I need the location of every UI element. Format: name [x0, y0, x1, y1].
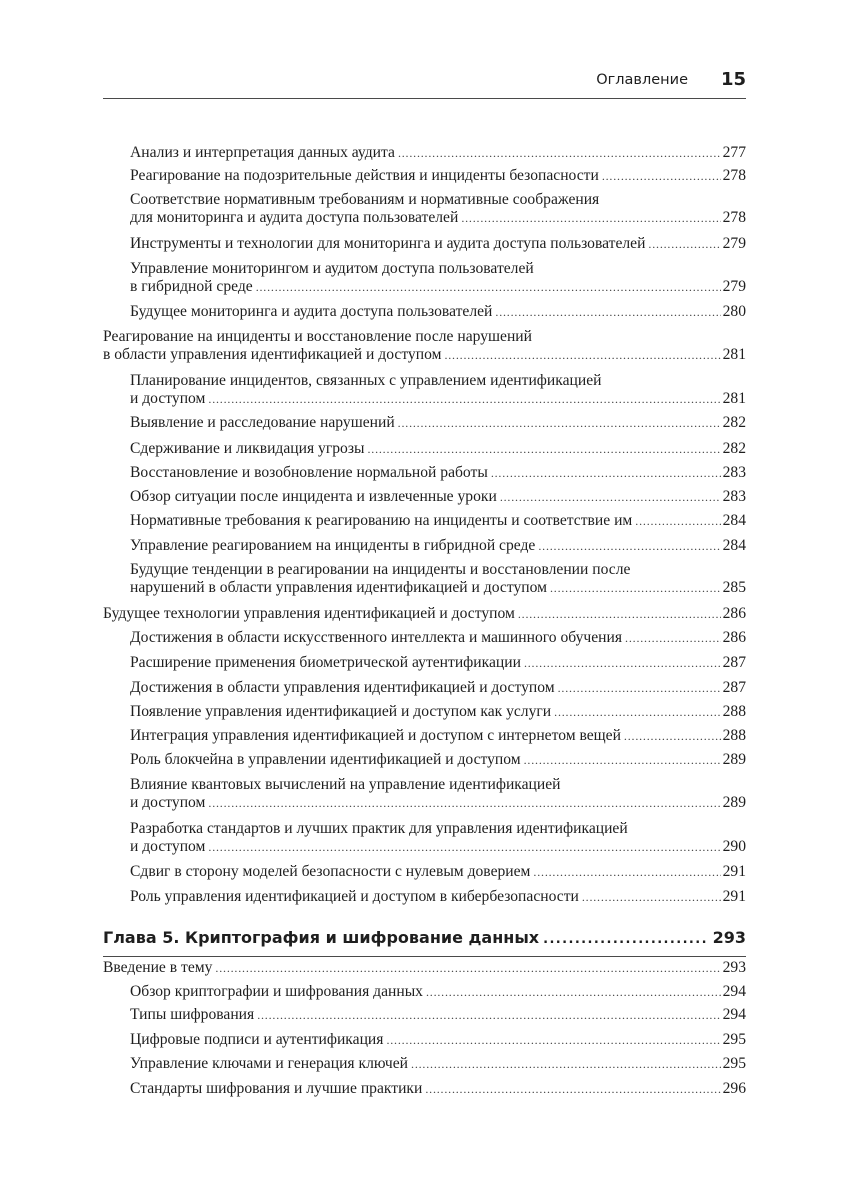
toc-entry-page: 295	[722, 1055, 746, 1072]
toc-entry[interactable]	[130, 561, 746, 597]
toc-entry-page: 291	[722, 863, 746, 880]
toc-leader	[215, 959, 720, 977]
toc-leader	[256, 278, 721, 296]
toc-entry-page: 283	[722, 464, 746, 481]
toc-entry[interactable]	[130, 1055, 746, 1073]
chapter-page: 293	[712, 928, 746, 947]
toc-entry-page: 282	[722, 440, 746, 457]
toc-entry-page: 286	[722, 605, 746, 622]
header-page-number: 15	[720, 69, 746, 90]
toc-entry-title: Управление ключами и генерация ключей	[130, 1055, 409, 1072]
toc-entry[interactable]	[103, 328, 746, 364]
toc-leader	[257, 1006, 720, 1024]
toc-entry-page: 283	[722, 488, 746, 505]
toc-entry-page: 290	[722, 838, 746, 855]
toc-entry[interactable]	[130, 167, 746, 185]
toc-entry-title: Расширение применения биометрической аутентификации	[130, 654, 521, 671]
toc-entry-title: в гибридной среде	[130, 278, 253, 295]
toc-entry-title: Типы шифрования	[130, 1006, 255, 1023]
toc-entry[interactable]	[130, 191, 746, 227]
toc-entry[interactable]	[130, 488, 746, 506]
toc-entry[interactable]	[130, 1080, 746, 1098]
header-section-title: Оглавление	[596, 72, 688, 88]
toc-entry[interactable]	[130, 1031, 746, 1049]
toc-entry-page: 291	[722, 888, 746, 905]
toc-entry-page: 280	[722, 303, 746, 320]
toc-entry-title: Цифровые подписи и аутентификация	[130, 1031, 384, 1048]
toc-entry-page: 277	[722, 144, 746, 161]
toc-entry-title-line: Управление мониторингом и аудитом доступа пользователей	[130, 260, 534, 277]
chapter-divider	[103, 956, 746, 957]
toc-entry-title: Достижения в области управления идентификацией и доступом	[130, 679, 555, 696]
toc-leader	[208, 794, 720, 812]
toc-leader	[208, 838, 720, 856]
toc-entry-page: 278	[722, 209, 746, 226]
toc-entry-page: 294	[722, 983, 746, 1000]
toc-leader	[444, 346, 720, 364]
toc-entry-title: Роль блокчейна в управлении идентификацией и доступом	[130, 751, 521, 768]
toc-entry[interactable]	[130, 260, 746, 296]
toc-leader	[518, 605, 721, 623]
toc-entry-page: 288	[722, 727, 746, 744]
toc-entry-page: 289	[722, 794, 746, 811]
toc-leader	[398, 414, 721, 432]
toc-entry-title: нарушений в области управления идентификацией и доступом	[130, 579, 547, 596]
toc-entry-page: 279	[722, 278, 746, 295]
toc-leader	[367, 440, 720, 458]
toc-entry-title: Появление управления идентификацией и доступом как услуги	[130, 703, 552, 720]
toc-leader	[533, 863, 720, 881]
toc-entry-page: 278	[722, 167, 746, 184]
toc-entry[interactable]	[130, 654, 746, 672]
toc-leader	[208, 390, 720, 408]
toc-entry[interactable]	[130, 751, 746, 769]
toc-entry[interactable]	[130, 303, 746, 321]
toc-entry-page: 296	[722, 1080, 746, 1097]
toc-leader	[500, 488, 721, 506]
toc-entry[interactable]	[130, 1006, 746, 1024]
toc-leader	[550, 579, 721, 597]
toc-entry-page: 287	[722, 654, 746, 671]
toc-leader	[411, 1055, 721, 1073]
toc-leader	[491, 464, 721, 482]
running-header	[103, 68, 746, 99]
toc-entry-page: 285	[722, 579, 746, 596]
toc-leader	[386, 1031, 720, 1049]
toc-leader	[554, 703, 720, 721]
toc-entry-title: и доступом	[130, 390, 206, 407]
toc-entry[interactable]	[130, 372, 746, 408]
toc-leader	[625, 629, 721, 647]
toc-entry[interactable]	[130, 512, 746, 530]
toc-entry[interactable]	[103, 959, 746, 977]
toc-entry-title: Инструменты и технологии для мониторинга и аудита доступа пользователей	[130, 235, 646, 252]
toc-entry-title: Интеграция управления идентификацией и доступом с интернетом вещей	[130, 727, 621, 744]
toc-entry-page: 289	[722, 751, 746, 768]
toc-entry-title: Сдерживание и ликвидация угрозы	[130, 440, 365, 457]
toc-entry-title-line: Разработка стандартов и лучших практик для управления идентификацией	[130, 820, 628, 837]
toc-entry-page: 286	[722, 629, 746, 646]
toc-entry-title: Введение в тему	[103, 959, 213, 976]
toc-entry-title: Будущее технологии управления идентификацией и доступом	[103, 605, 515, 622]
toc-entry-title: Роль управления идентификацией и доступом в кибербезопасности	[130, 888, 579, 905]
toc-entry-title-line: Планирование инцидентов, связанных с управлением идентификацией	[130, 372, 602, 389]
toc-entry[interactable]	[130, 983, 746, 1001]
toc-entry[interactable]	[103, 605, 746, 623]
toc-leader	[524, 751, 721, 769]
toc-entry[interactable]	[130, 727, 746, 745]
toc-entry-page: 281	[722, 390, 746, 407]
toc-entry-title: Обзор ситуации после инцидента и извлеченные уроки	[130, 488, 497, 505]
toc-entry-title: для мониторинга и аудита доступа пользователей	[130, 209, 459, 226]
toc-entry[interactable]	[130, 888, 746, 906]
toc-entry[interactable]	[130, 235, 746, 253]
toc-entry-title-line: Влияние квантовых вычислений на управление идентификацией	[130, 776, 561, 793]
toc-entry-page: 295	[722, 1031, 746, 1048]
toc-entry[interactable]	[130, 414, 746, 432]
toc-entry-page: 293	[722, 959, 746, 976]
toc-entry-title: и доступом	[130, 794, 206, 811]
toc-entry-page: 281	[722, 346, 746, 363]
toc-entry-title: Управление реагированием на инциденты в гибридной среде	[130, 537, 536, 554]
toc-leader	[426, 983, 721, 1001]
toc-entry-title: Нормативные требования к реагированию на инциденты и соответствие им	[130, 512, 633, 529]
toc-entry[interactable]	[130, 703, 746, 721]
toc-entry[interactable]	[130, 820, 746, 856]
toc-leader	[602, 167, 721, 185]
toc-entry-title: Анализ и интерпретация данных аудита	[130, 144, 395, 161]
toc-leader	[648, 235, 720, 253]
toc-leader	[524, 654, 721, 672]
toc-entry[interactable]	[130, 679, 746, 697]
toc-entry-page: 279	[722, 235, 746, 252]
toc-entry-title: Будущее мониторинга и аудита доступа пользователей	[130, 303, 493, 320]
toc-entry[interactable]	[130, 537, 746, 555]
toc-entry-title: Реагирование на подозрительные действия и инциденты безопасности	[130, 167, 599, 184]
toc-entry-title: Восстановление и возобновление нормальной работы	[130, 464, 488, 481]
toc-entry[interactable]	[130, 776, 746, 812]
toc-leader	[635, 512, 720, 530]
toc-entry-title-line: Будущие тенденции в реагировании на инциденты и восстановлении после	[130, 561, 631, 578]
toc-leader	[461, 209, 720, 227]
toc-entry[interactable]	[130, 629, 746, 647]
toc-entry-title: и доступом	[130, 838, 206, 855]
toc-entry-title: Сдвиг в сторону моделей безопасности с нулевым доверием	[130, 863, 531, 880]
toc-entry-title-line: Соответствие нормативным требованиям и нормативные соображения	[130, 191, 600, 208]
toc-leader	[624, 727, 721, 745]
toc-entry-title: Достижения в области искусственного интеллекта и машинного обучения	[130, 629, 623, 646]
toc-entry-title: Обзор криптографии и шифрования данных	[130, 983, 423, 1000]
toc-leader	[425, 1080, 720, 1098]
chapter-title: Глава 5. Криптография и шифрование данных	[103, 928, 540, 947]
toc-leader	[558, 679, 721, 697]
toc-leader	[582, 888, 721, 906]
toc-entry-title: Стандарты шифрования и лучшие практики	[130, 1080, 423, 1097]
toc-entry-title: в области управления идентификацией и доступом	[103, 346, 442, 363]
toc-entry-page: 287	[722, 679, 746, 696]
toc-entry-page: 284	[722, 512, 746, 529]
toc-entry-title: Выявление и расследование нарушений	[130, 414, 395, 431]
toc-entry-page: 288	[722, 703, 746, 720]
toc-leader	[538, 537, 720, 555]
toc-entry-page: 284	[722, 537, 746, 554]
toc-entry[interactable]	[130, 464, 746, 482]
toc-entry[interactable]	[130, 144, 746, 162]
toc-leader	[495, 303, 720, 321]
toc-entry-page: 294	[722, 1006, 746, 1023]
toc-entry[interactable]	[130, 440, 746, 458]
chapter-heading[interactable]	[103, 928, 746, 947]
toc-entry[interactable]	[130, 863, 746, 881]
chapter-leader	[543, 932, 708, 947]
toc-leader	[398, 144, 721, 162]
toc-entry-title-line: Реагирование на инциденты и восстановление после нарушений	[103, 328, 532, 345]
toc-entry-page: 282	[722, 414, 746, 431]
